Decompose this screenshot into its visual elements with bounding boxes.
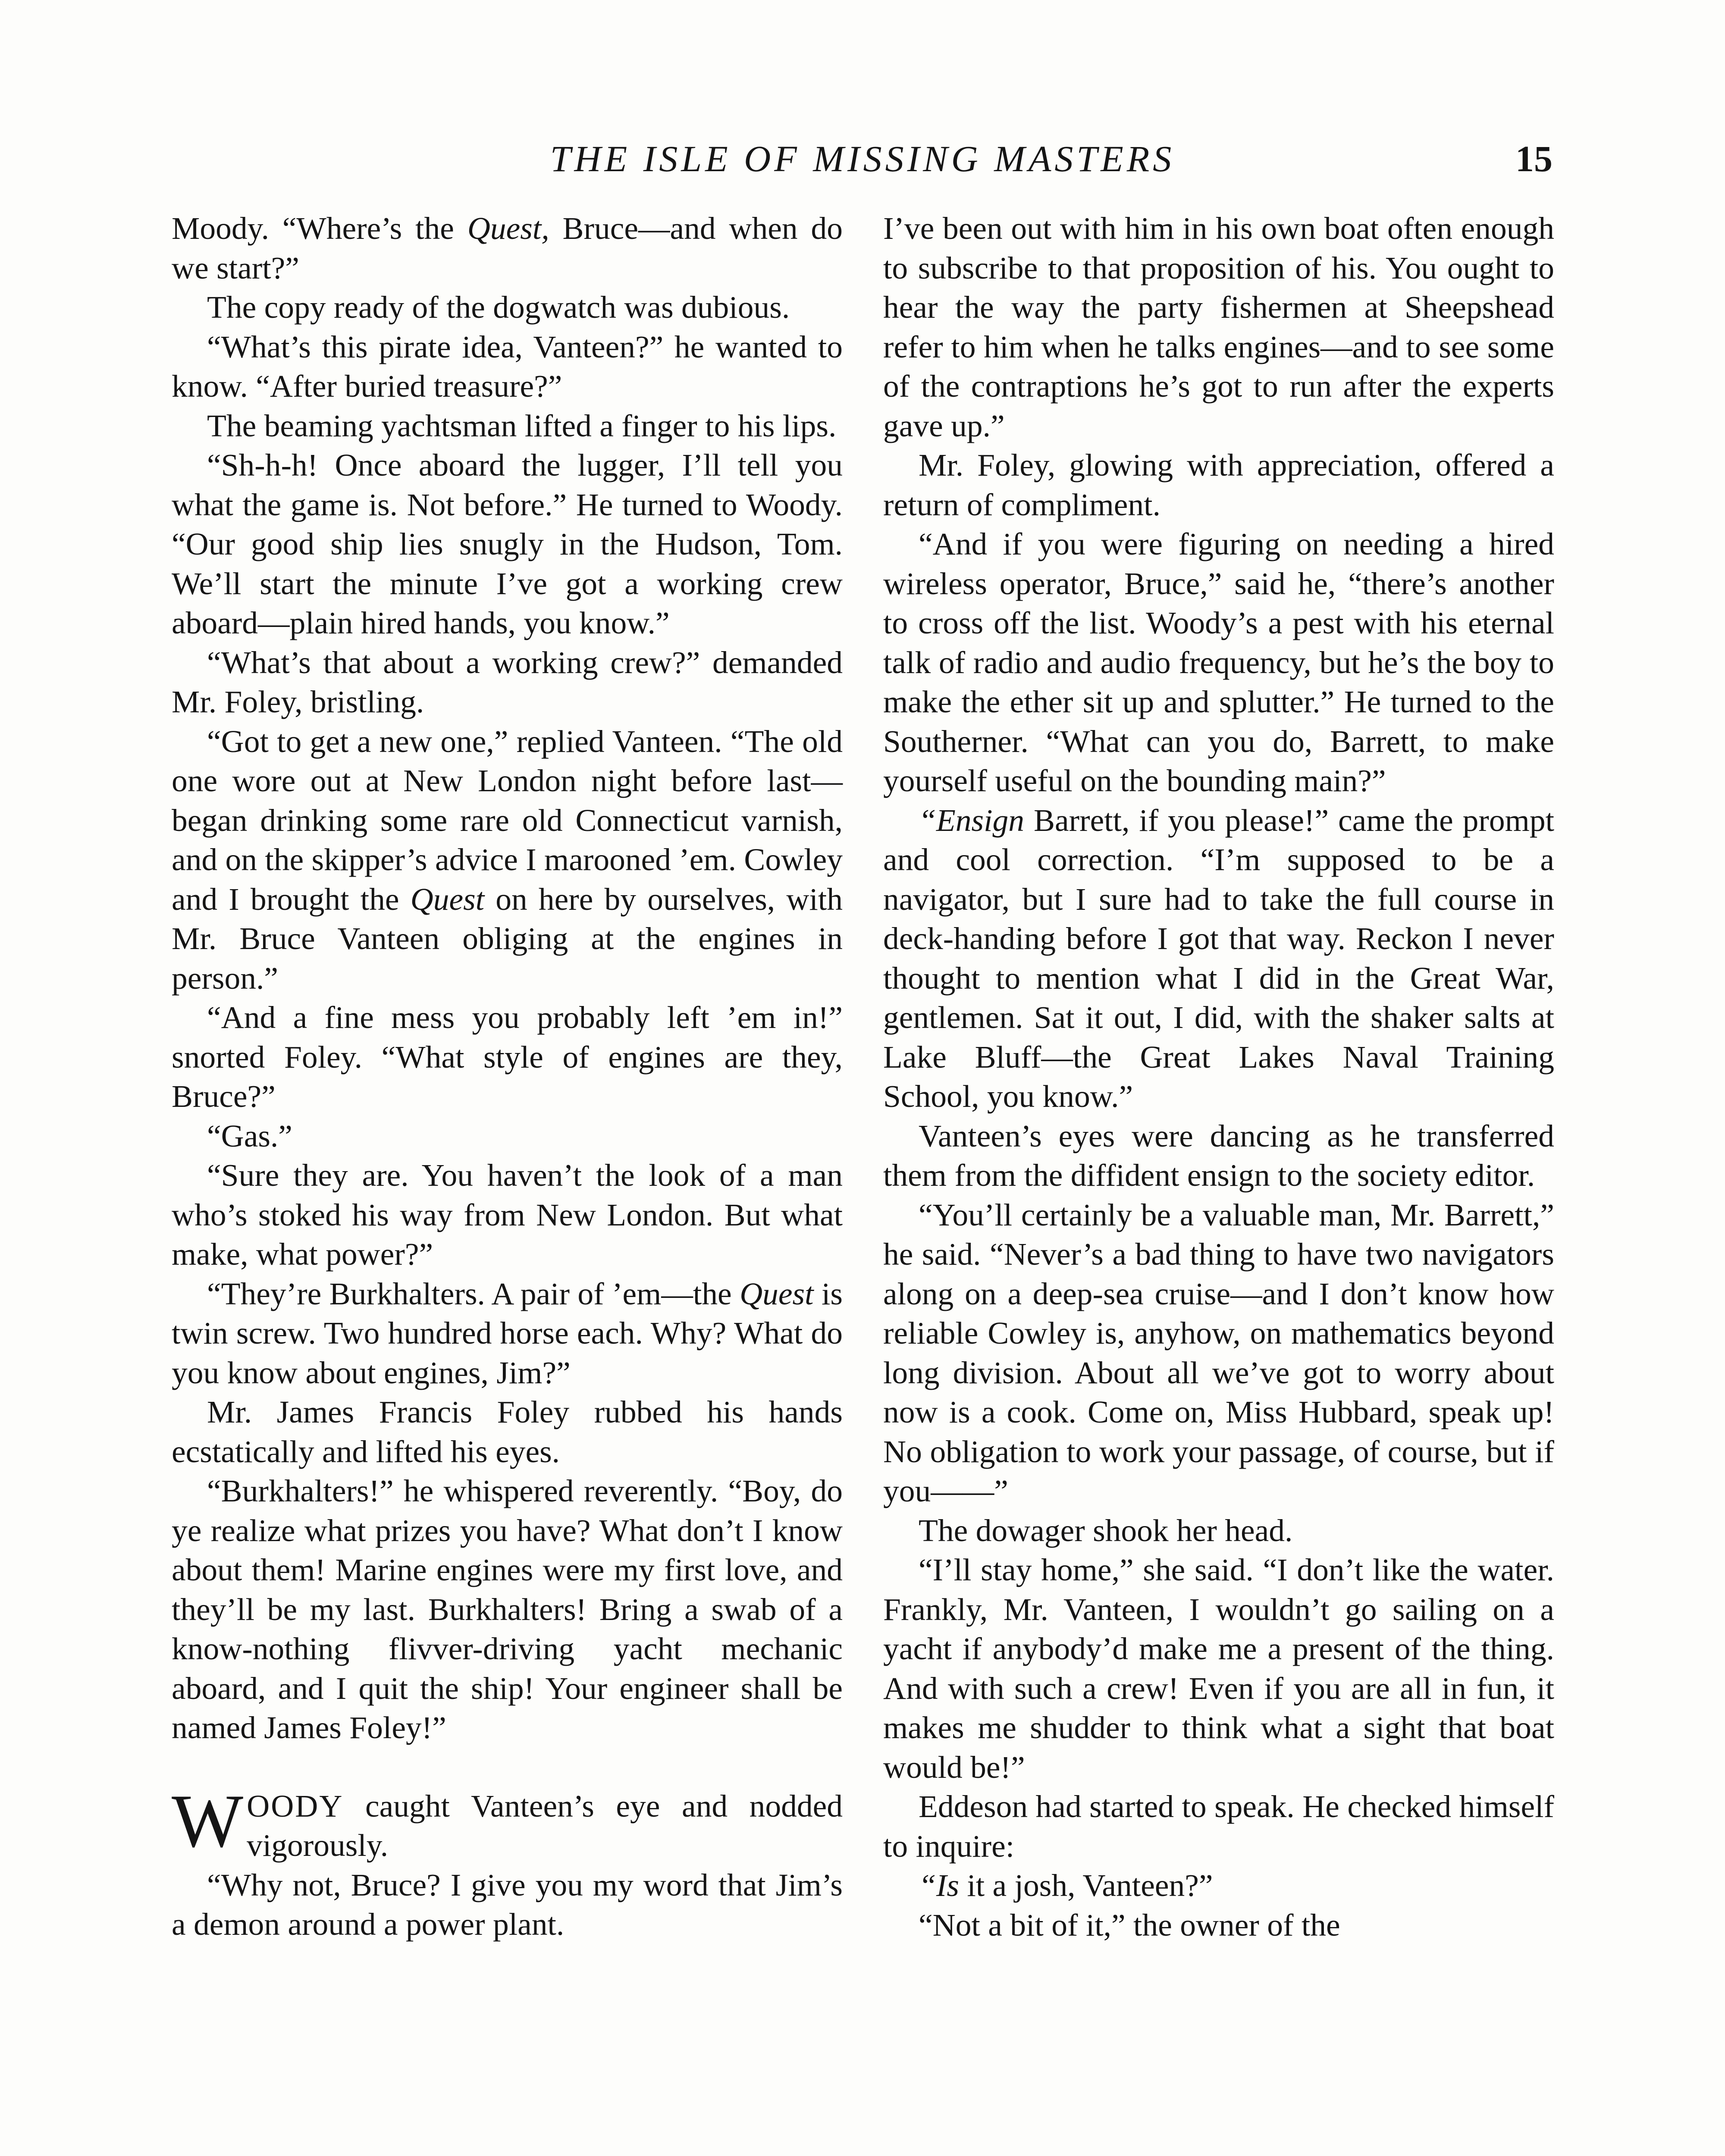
drop-cap: W [172,1779,244,1863]
paragraph: “You’ll certainly be a valuable man, Mr. Barrett,” he said. “Never’s a bad thing to have two navigators along on a deep-sea cruise—and I don’t know how reliable Cowley is, anyhow, on mathematics beyond long division. About all we’ve got to worry about now is a cook. Come on, Miss Hubbard, speak up! No obligation to work your passage, of course, but if you——” [883,1197,1554,1508]
page-number: 15 [1515,138,1552,179]
paragraph: The copy ready of the dogwatch was dubious. [207,290,790,325]
paragraph: “They’re Burkhalters. A pair of ’em—the Quest is twin screw. Two hundred horse each. Why? What do you know about engines, Jim?” [172,1276,843,1390]
paragraph: Moody. “Where’s the Quest, Bruce—and when do we start?” [172,211,843,285]
paragraph: “I’ll stay home,” she said. “I don’t like the water. Frankly, Mr. Vanteen, I wouldn’t go sailing on a yacht if anybody’d make me a present of the thing. And with such a crew! Even if you are all in fun, it makes me shudder to think what a sight that boat would be!” [883,1552,1554,1785]
paragraph: “What’s this pirate idea, Vanteen?” he wanted to know. “After buried treasure?” [172,329,843,404]
left-column [172,209,843,1944]
paragraph: “Gas.” [207,1118,292,1153]
paragraph: “Got to get a new one,” replied Vanteen. “The old one wore out at New London night before last—began drinking some rare old Connecticut varnish, and on the skipper’s advice I marooned ’em. Cowley and I brought the Quest on here by ourselves, with Mr. Bruce Vanteen obliging at the engines in person.” [172,724,843,996]
paragraph: “Sh-h-h! Once aboard the lugger, I’ll tell you what the game is. Not before.” He turned to Woody. “Our good ship lies snugly in the Hudson, Tom. We’ll start the minute I’ve got a working crew aboard—plain hired hands, you know.” [172,448,843,640]
paragraph: Eddeson had started to speak. He checked himself to inquire: [883,1789,1554,1864]
paragraph: Vanteen’s eyes were dancing as he transferred them from the diffident ensign to the society editor. [883,1118,1554,1193]
paragraph: “Ensign Barrett, if you please!” came the prompt and cool correction. “I’m supposed to be a navigator, but I sure had to take the full course in deck-handing before I got that way. Reckon I never thought to mention what I did in the Great War, gentlemen. Sat it out, I did, with the shaker salts at Lake Bluff—the Great Lakes Naval Training School, you know.” [883,802,1554,1114]
paragraph: The dowager shook her head. [919,1513,1293,1548]
paragraph: “Sure they are. You haven’t the look of a man who’s stoked his way from New London. But what make, what power?” [172,1158,843,1272]
paragraph: “Is it a josh, Vanteen?” [919,1868,1213,1903]
right-column [883,209,1554,1945]
running-title: THE ISLE OF MISSING MASTERS [550,138,1175,179]
paragraph: Mr. James Francis Foley rubbed his hands ecstatically and lifted his eyes. [172,1395,843,1469]
paragraph: The beaming yachtsman lifted a finger to his lips. [207,408,837,443]
running-head [172,137,1552,189]
paragraph: “Not a bit of it,” the owner of the [919,1907,1340,1943]
section-start-paragraph: WOODY caught Vanteen’s eye and nodded vigorously. [172,1779,843,1863]
paragraph: I’ve been out with him in his own boat often enough to subscribe to that proposition of his. You ought to hear the way the party fishermen at Sheepshead refer to him when he talks engines—and to see some of the contraptions he’s got to run after the experts gave up.” [883,211,1554,443]
paragraph: Mr. Foley, glowing with appreciation, offered a return of compliment. [883,448,1554,522]
paragraph: “And if you were figuring on needing a hired wireless operator, Bruce,” said he, “there’s another to cross off the list. Woody’s a pest with his eternal talk of radio and audio frequency, but he’s the boy to make the ether sit up and splutter.” He turned to the Southerner. “What can you do, Barrett, to make yourself useful on the bounding main?” [883,526,1554,798]
paragraph: “What’s that about a working crew?” demanded Mr. Foley, bristling. [172,645,843,719]
paragraph: “And a fine mess you probably left ’em in!” snorted Foley. “What style of engines are they, Bruce?” [172,1000,843,1114]
paragraph: “Why not, Bruce? I give you my word that Jim’s a demon around a power plant. [172,1867,843,1942]
paragraph: “Burkhalters!” he whispered reverently. “Boy, do ye realize what prizes you have? What don’t I know about them! Marine engines were my first love, and they’ll be my last. Burkhalters! Bring a swab of a know-nothing flivver-driving yacht mechanic aboard, and I quit the ship! Your engineer shall be named James Foley!” [172,1473,843,1745]
